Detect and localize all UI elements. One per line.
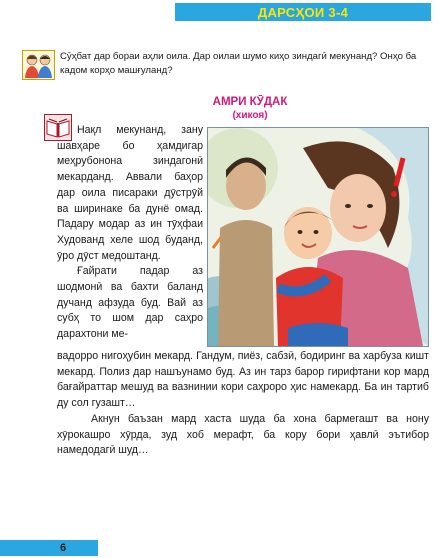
story-paragraph-2-start: Ғайрати падар аз шодмонӣ ва бахти баланд дучанд афзуда буд. Вай аз субҳ то шом дар саҳро дарахтони ме- bbox=[57, 265, 203, 341]
family-illustration bbox=[207, 127, 429, 347]
task-instructions: Сӯҳбат дар бораи аҳли оила. Дар оилаи шумо киҳо зиндагӣ мекунанд? Онҳо ба кадом корҳо машғуланд? bbox=[60, 51, 417, 76]
story-column-text bbox=[57, 123, 203, 343]
page-number: 6 bbox=[60, 542, 67, 554]
page-number-bar bbox=[0, 540, 98, 556]
story-paragraph-2-end: вадорро нигоҳубин мекард. Гандум, пиёз, сабзӣ, бодиринг ва харбуза кишт мекард. Полиз дар нашъунамо буд. Аз ин тарз барор гирифтани кор мард бағайраттар мешуд ва вазнинии кори саҳроро ҳис намекард. Ба ин тартиб ду сол гузашт… bbox=[57, 350, 429, 410]
lesson-title: ДАРСҲОИ 3-4 bbox=[257, 4, 349, 20]
story-full-width-text bbox=[57, 349, 429, 459]
lesson-title-bar bbox=[175, 3, 431, 21]
story-paragraph-1: Нақл мекунанд, зану шавҳаре бо ҳамдигар меҳрубонона зиндагонӣ мекарданд. Аввали баҳор дар оила писараки дӯстрӯй ва ширинаке ба дунё омад. Падару модар аз ин тӯҳфаи Худованд хеле шод буданд, ӯро дӯст медоштанд. bbox=[57, 124, 203, 262]
children-discussion-icon bbox=[22, 50, 55, 80]
story-genre: (хикоя) bbox=[232, 110, 268, 121]
story-paragraph-3: Акнун баъзан мард хаста шуда ба хона бармегашт ва нону хӯрокашро хӯрда, зуд хоб мерафт, ба кору бори ҳавлӣ эътибор намедодагӣ шуд… bbox=[57, 412, 429, 457]
story-title: АМРИ КӮДАК bbox=[212, 96, 288, 108]
